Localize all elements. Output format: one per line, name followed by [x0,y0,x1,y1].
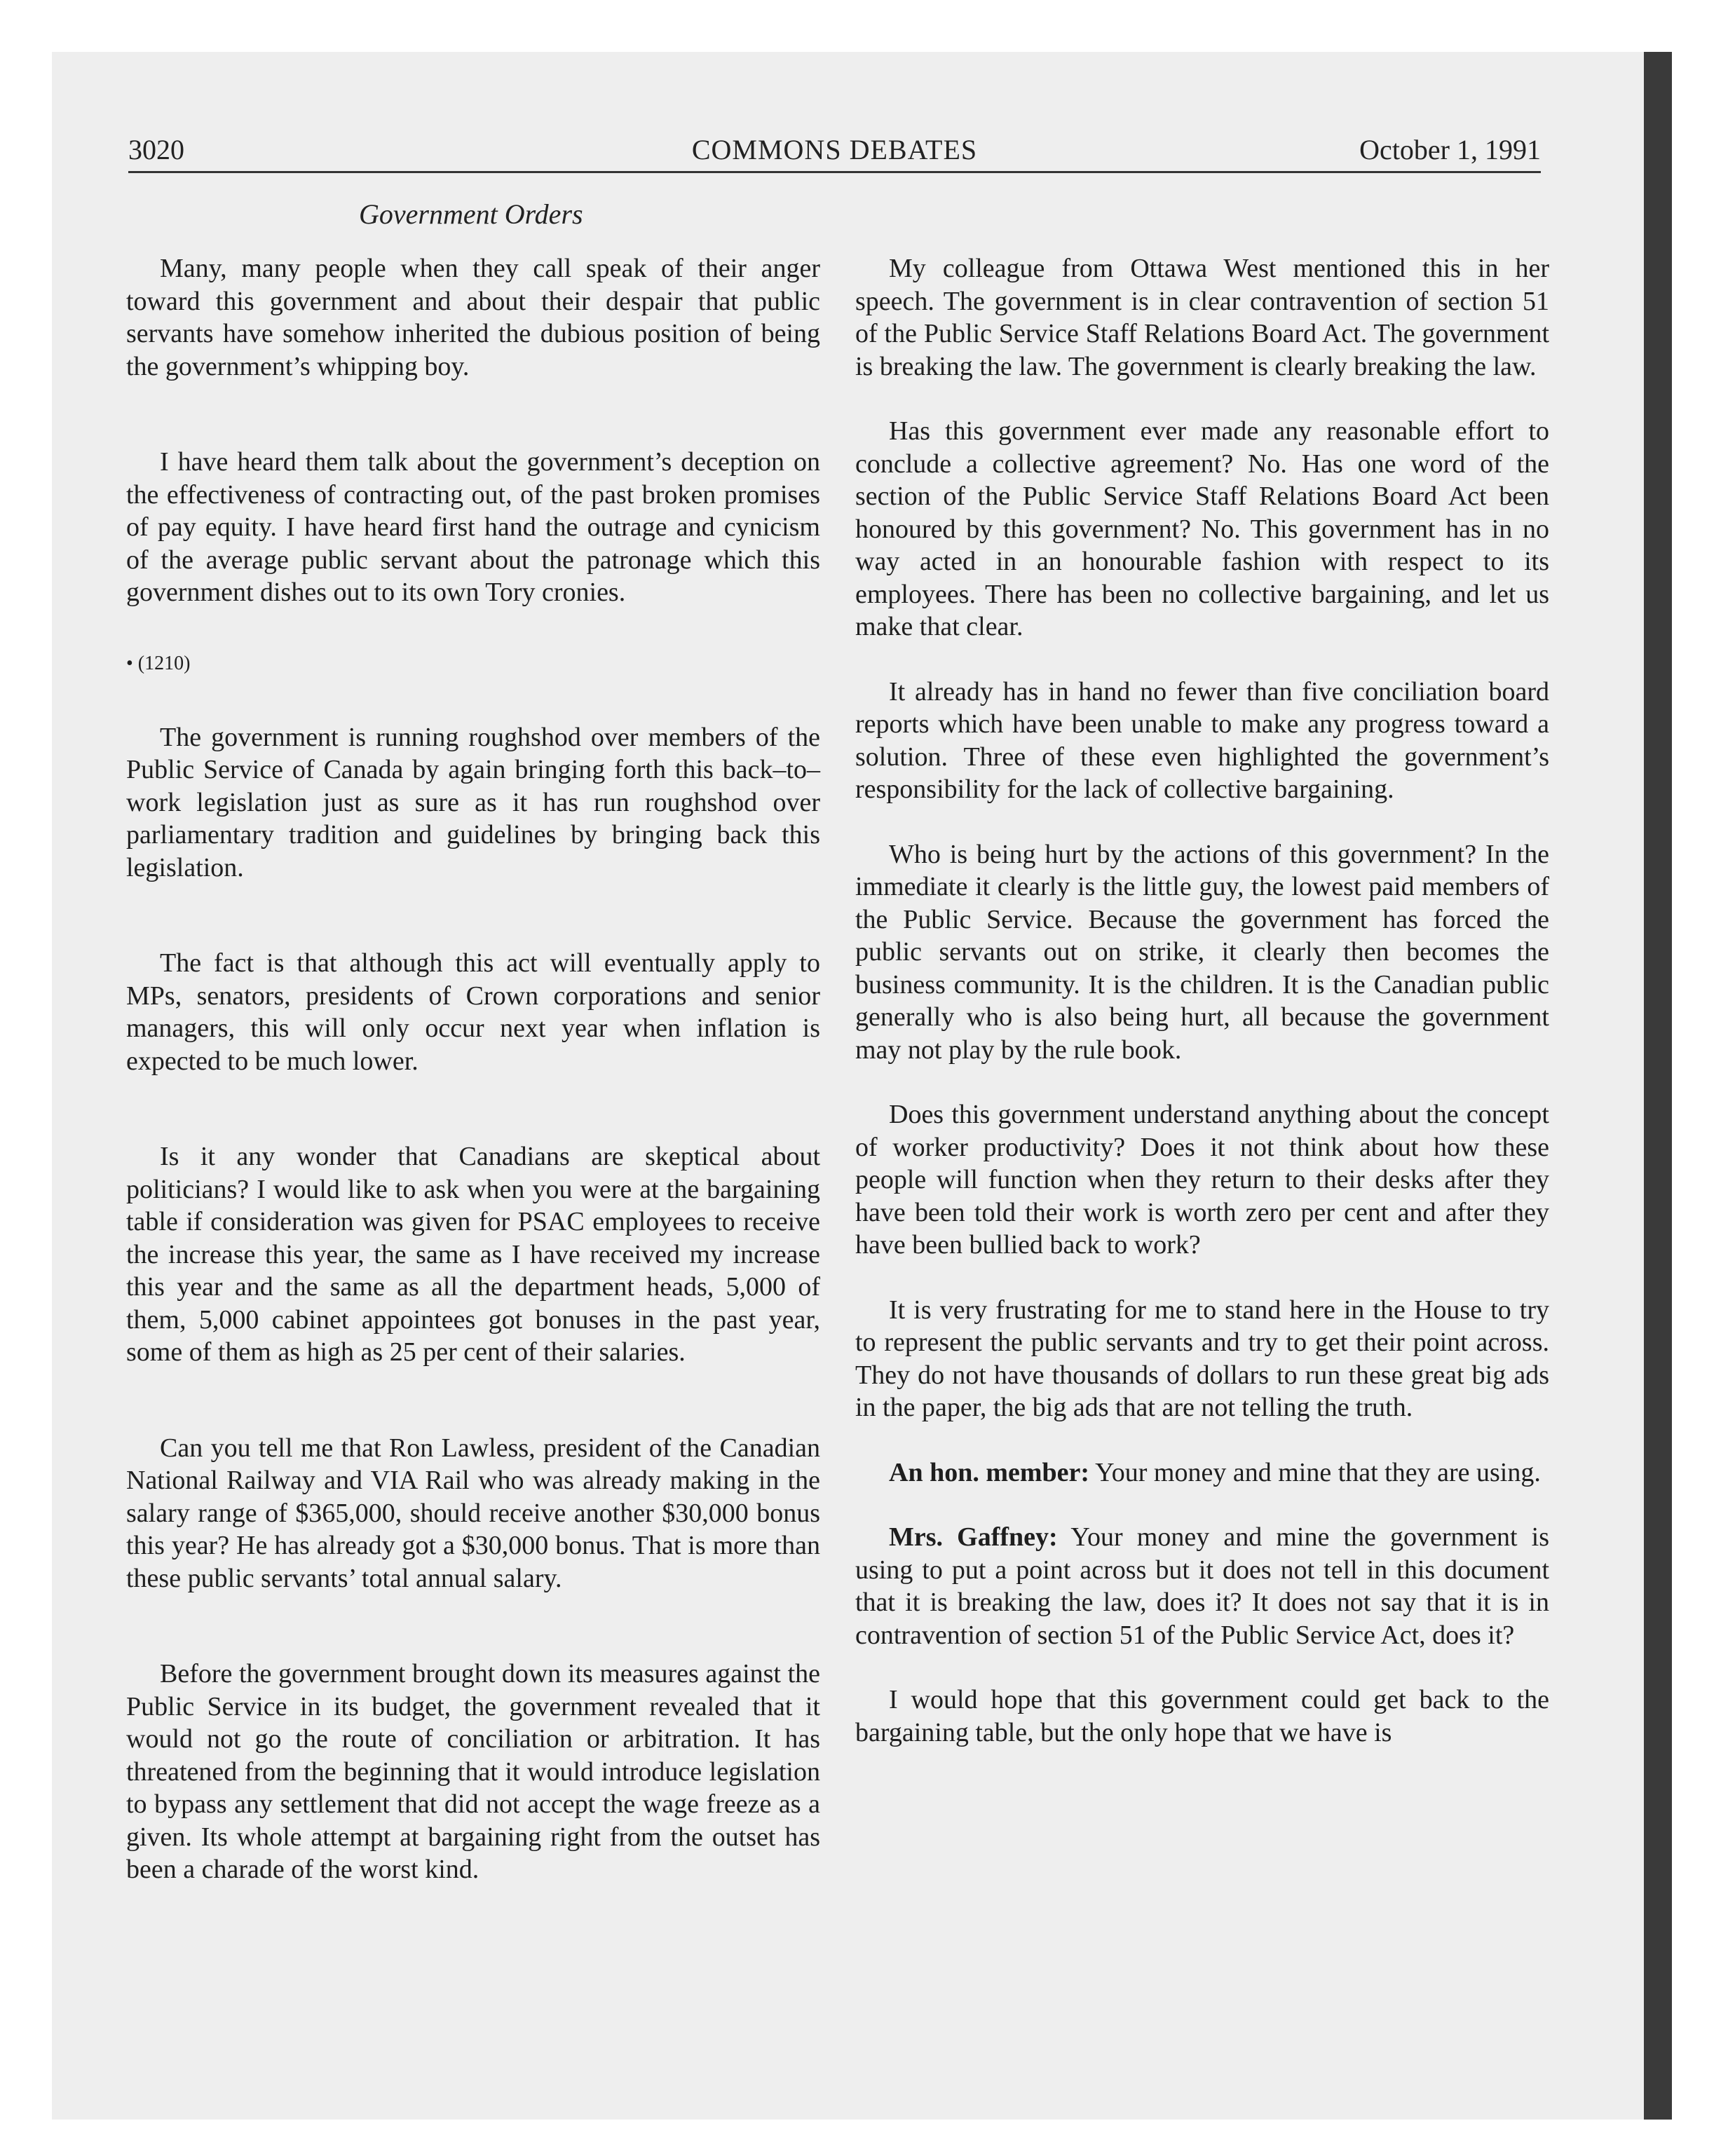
time-marker: • (1210) [126,652,191,674]
paragraph: Is it any wonder that Canadians are skeptical about politicians? I would like to ask when you were at the bargaining table if consideration was given for PSAC employees to receive the increase this year, the same as I have received my increase this year and the same as all the department heads, 5,000 of them, 5,000 cabinet appointees got bonuses in the past year, some of them as high as 25 per cent of their salaries. [126,1142,820,1367]
section-title: Government Orders [359,198,583,230]
publication-date: October 1, 1991 [1359,134,1541,165]
paragraph: Can you tell me that Ron Lawless, president of the Canadian National Railway and VIA Rail who was already making in the salary range of $365,000, should receive another $30,000 bonus this year? He has already got a $30,000 bonus. That is more than these public servants’ total annual salary. [126,1433,820,1593]
page-number: 3020 [128,134,184,165]
header-rule [128,171,1541,173]
speech-text: Your money and mine the government is using to put a point across but it does not tell in this document that it is breaking the law, does it? It does not say that it is in contravention of section 51 of the Public Service Act, does it? [855,1522,1549,1650]
speaker-name: Mrs. Gaffney: [889,1522,1058,1552]
right-column [855,252,1549,1781]
paragraph: It is very frustrating for me to stand here in the House to try to represent the public servants and try to get their point across. They do not have thousands of dollars to run these great big ads in the paper, the big ads that are not telling the truth. [855,1295,1549,1422]
paragraph: Who is being hurt by the actions of this government? In the immediate it clearly is the little guy, the lowest paid members of the Public Service. Because the government has forced the public servants out on strike, it clearly then becomes the business community. It is the children. It is the Canadian public generally who is also being hurt, all because the government may not play by the rule book. [855,839,1549,1065]
paragraph: The government is running roughshod over members of the Public Service of Canada by again bringing forth this back–to–work legislation just as sure as it has run roughshod over parliamentary tradition and guidelines by bringing back this legislation. [126,722,820,882]
paragraph: I would hope that this government could get back to the bargaining table, but the only hope that we have is [855,1685,1549,1747]
paragraph: Before the government brought down its measures against the Public Service in its budget, the government revealed that it would not go the route of conciliation or arbitration. It has threatened from the beginning that it would introduce legislation to bypass any settlement that did not accept the wage freeze as a given. Its whole attempt at bargaining right from the outset has been a charade of the worst kind. [126,1659,820,1884]
paragraph: My colleague from Ottawa West mentioned this in her speech. The government is in clear contravention of section 51 of the Public Service Staff Relations Board Act. The government is breaking the law. The government is clearly breaking the law. [855,254,1549,381]
paragraph: The fact is that although this act will eventually apply to MPs, senators, presidents of Crown corporations and senior managers, this will only occur next year when inflation is expected to be much lower. [126,948,820,1076]
speech-paragraph [855,1456,1549,1489]
paragraph: Does this government understand anything about the concept of worker productivity? Does it not think about how these people will function when they return to their desks after they have been told their work is worth zero per cent and after they have been bullied back to work? [855,1100,1549,1260]
paragraph: I have heard them talk about the government’s deception on the effectiveness of contracting out, of the past broken promises of pay equity. I have heard first hand the outrage and cynicism of the average public servant about the patronage which this government dishes out to its own Tory cronies. [126,447,820,607]
speech-paragraph [855,1521,1549,1651]
publication-title: COMMONS DEBATES [691,134,978,165]
page-header [128,129,1541,171]
paragraph: Has this government ever made any reasonable effort to conclude a collective agreement? No. Has one word of the section of the Public Service Staff Relations Board Act been honoured by this government? No. This government has in no way acted in an honourable fashion with respect to its employees. There has been no collective bargaining, and let us make that clear. [855,416,1549,641]
paragraph: It already has in hand no fewer than five conciliation board reports which have been unable to make any progress toward a solution. Three of these even highlighted the government’s responsibility for the lack of collective bargaining. [855,676,1549,804]
speech-text: Your money and mine that they are using. [1095,1457,1541,1487]
scan-edge-shadow [1644,52,1672,2120]
speaker-name: An hon. member: [889,1457,1090,1487]
left-column [126,252,820,1949]
paragraph: Many, many people when they call speak of their anger toward this government and about their despair that public servants have somehow inherited the dubious position of being the government’s whipping boy. [126,254,820,381]
